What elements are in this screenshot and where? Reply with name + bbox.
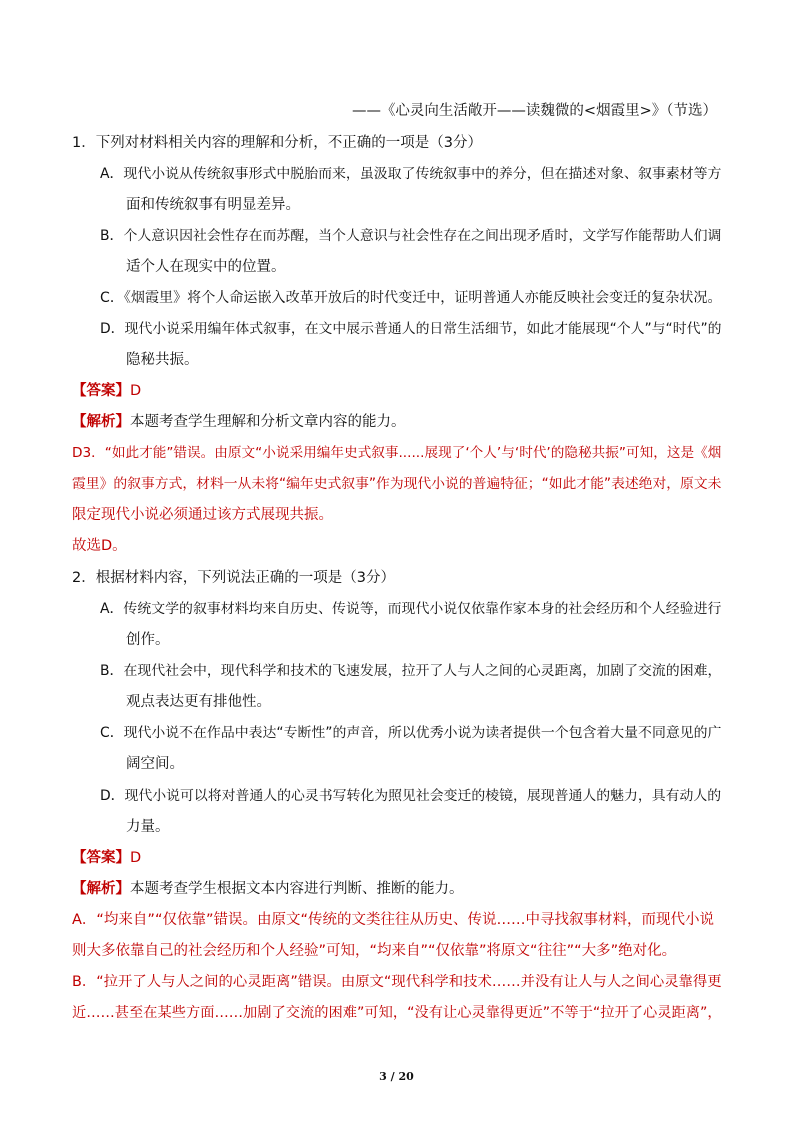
page-number: 3 / 20 bbox=[379, 1070, 414, 1083]
analysis-label: 【解析】 bbox=[72, 414, 130, 430]
answer-label: 【答案】 bbox=[72, 383, 130, 399]
q1-explanation-line-2: 霞里》的叙事方式，材料一从未将“编年史式叙事”作为现代小说的普遍特征；“如此才能”表述绝对，原文未 bbox=[72, 476, 722, 492]
q1-analysis-line bbox=[72, 412, 406, 432]
answer-label: 【答案】 bbox=[72, 850, 130, 866]
q2-explanation-line-1: A．“均来自”“仅依靠”错误。由原文“传统的文类往往从历史、传说……中寻找叙事材料，而现代小说 bbox=[72, 912, 714, 928]
q2-option-c: C．现代小说不在作品中表达“专断性”的声音，所以优秀小说为读者提供一个包含着大量不同意见的广 bbox=[100, 725, 722, 741]
q2-option-a-cont: 创作。 bbox=[126, 632, 170, 648]
q2-option-a: A．传统文学的叙事材料均来自历史、传说等，而现代小说仅依靠作家本身的社会经历和个人经验进行 bbox=[100, 601, 722, 617]
answer-value: D bbox=[130, 383, 142, 399]
q1-option-a: A．现代小说从传统叙事形式中脱胎而来，虽汲取了传统叙事中的养分，但在描述对象、叙事素材等方 bbox=[100, 166, 722, 182]
q2-option-b: B．在现代社会中，现代科学和技术的飞速发展，拉开了人与人之间的心灵距离，加剧了交流的困难， bbox=[100, 663, 722, 679]
q1-explanation-line-3: 限定现代小说必须通过该方式展现共振。 bbox=[72, 507, 333, 523]
q2-analysis-line bbox=[72, 879, 464, 899]
q2-explanation-line-2: 则大多依靠自己的社会经历和个人经验”可知，“均来自”“仅依靠”将原文“往往”“大多”绝对化。 bbox=[72, 943, 677, 959]
q1-answer-line bbox=[72, 381, 141, 401]
q1-conclusion: 故选D。 bbox=[72, 538, 127, 554]
q1-option-d-cont: 隐秘共振。 bbox=[126, 352, 199, 368]
answer-value: D bbox=[130, 850, 142, 866]
q1-option-c: C．《烟霞里》将个人命运嵌入改革开放后的时代变迁中，证明普通人亦能反映社会变迁的复杂状况。 bbox=[100, 290, 722, 306]
analysis-text: 本题考查学生根据文本内容进行判断、推断的能力。 bbox=[130, 881, 464, 897]
q2-option-c-cont: 阔空间。 bbox=[126, 756, 184, 772]
q1-option-b: B．个人意识因社会性存在而苏醒，当个人意识与社会性存在之间出现矛盾时，文学写作能帮助人们调 bbox=[100, 228, 722, 244]
q2-explanation-line-3: B．“拉开了人与人之间的心灵距离”错误。由原文“现代科学和技术……并没有让人与人之间心灵靠得更 bbox=[72, 974, 722, 990]
q1-explanation-line-1: D3．“如此才能”错误。由原文“小说采用编年史式叙事......展现了‘个人’与‘时代’的隐秘共振”可知，这是《烟 bbox=[72, 445, 722, 461]
q2-answer-line bbox=[72, 848, 141, 868]
q1-option-d: D．现代小说采用编年体式叙事，在文中展示普通人的日常生活细节，如此才能展现“个人”与“时代”的 bbox=[100, 321, 722, 337]
analysis-text: 本题考查学生理解和分析文章内容的能力。 bbox=[130, 414, 406, 430]
question-2-stem: 2．根据材料内容，下列说法正确的一项是（3分） bbox=[72, 570, 395, 586]
q2-option-b-cont: 观点表达更有排他性。 bbox=[126, 694, 271, 710]
q2-option-d: D．现代小说可以将对普通人的心灵书写转化为照见社会变迁的棱镜，展现普通人的魅力，具有动人的 bbox=[100, 788, 722, 804]
source-citation: ——《心灵向生活敞开——读魏微的<烟霞里>》（节选） bbox=[351, 103, 717, 119]
q2-explanation-line-4: 近……甚至在某些方面……加剧了交流的困难”可知，“没有让心灵靠得更近”不等于“拉开了心灵距离”， bbox=[72, 1005, 722, 1021]
analysis-label: 【解析】 bbox=[72, 881, 130, 897]
q1-option-b-cont: 适个人在现实中的位置。 bbox=[126, 259, 286, 275]
q1-option-a-cont: 面和传统叙事有明显差异。 bbox=[126, 197, 300, 213]
question-1-stem: 1．下列对材料相关内容的理解和分析，不正确的一项是（3分） bbox=[72, 135, 482, 151]
q2-option-d-cont: 力量。 bbox=[126, 819, 170, 835]
